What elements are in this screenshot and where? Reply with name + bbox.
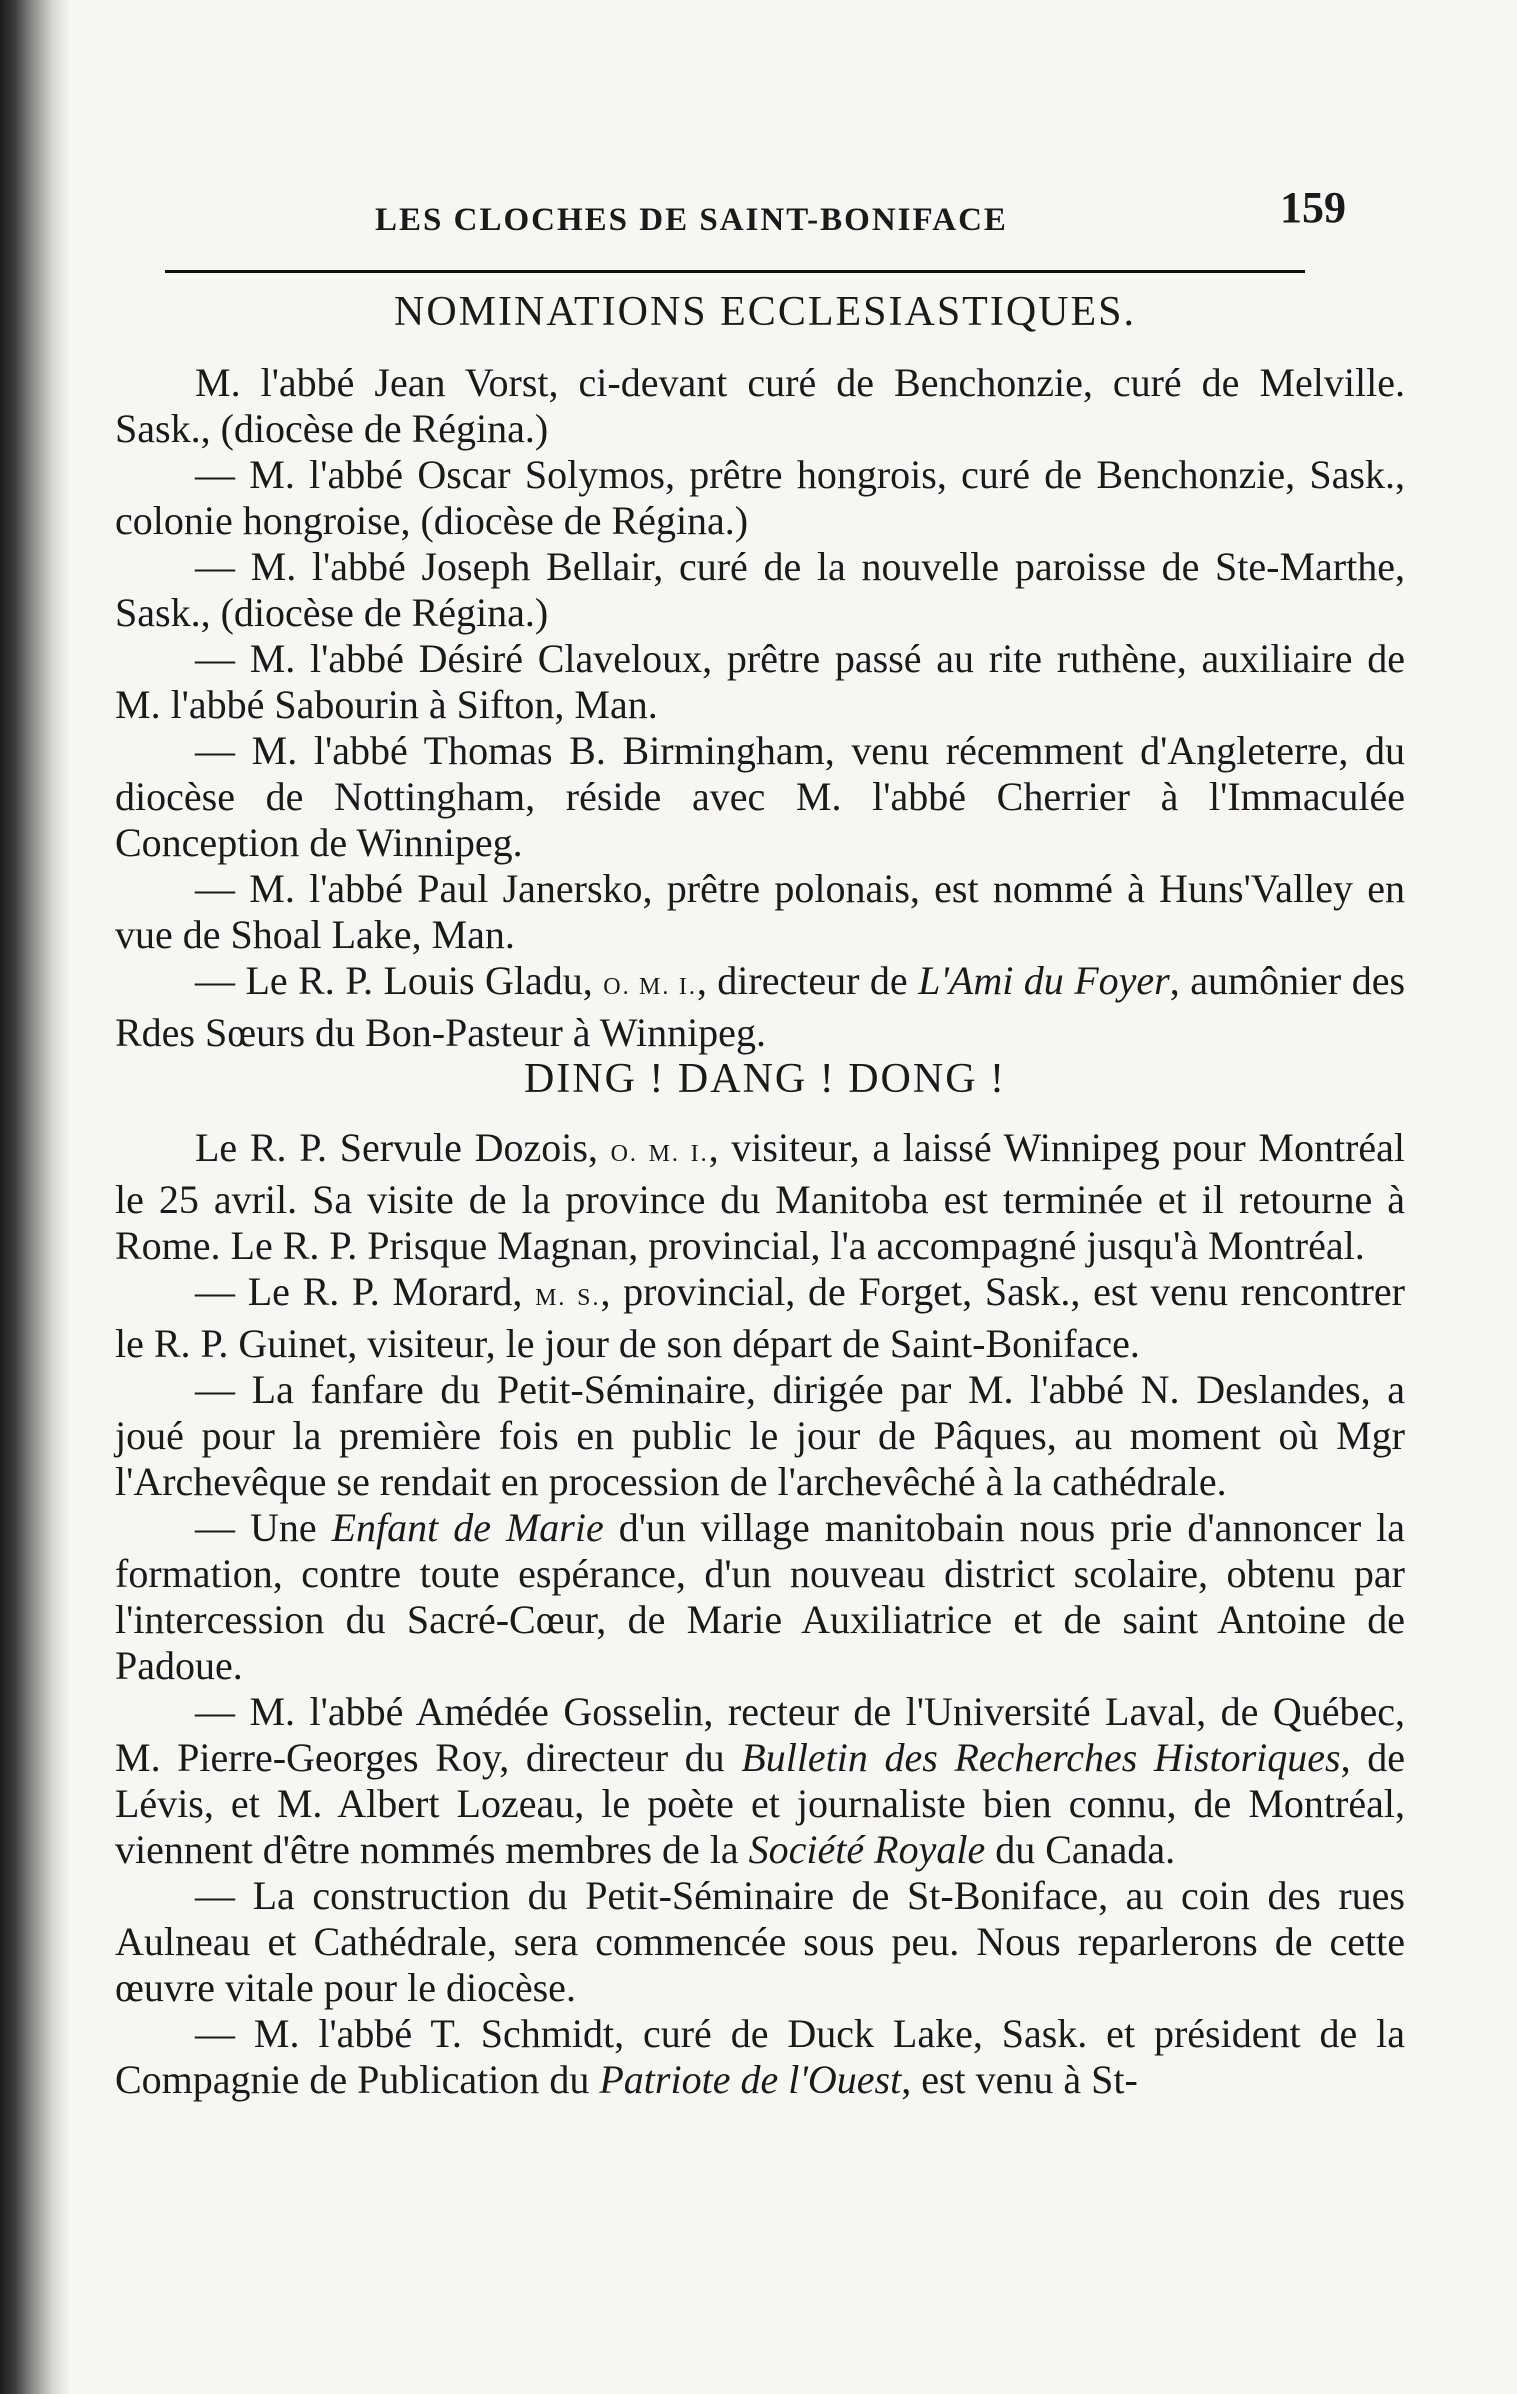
text: Le R. P. Servule Dozois, (195, 1125, 611, 1170)
text: , est venu à St- (901, 2057, 1138, 2102)
text: — Le R. P. Morard, (195, 1269, 536, 1314)
paragraph: — M. l'abbé Désiré Claveloux, prêtre passé au rite ruthène, auxiliaire de M. l'abbé Sabourin à Sifton, Man. (115, 636, 1405, 727)
order-abbrev: O. M. I. (610, 1141, 709, 1167)
header-rule (165, 270, 1305, 273)
italic-text: Enfant de Marie (331, 1505, 604, 1550)
text: , directeur de (696, 958, 919, 1003)
paragraph (115, 958, 1405, 1056)
text: , provincial, de Forget, Sask., est venu rencontrer le R. P. Guinet, visiteur, le jour de son départ de Saint-Boniface. (115, 1269, 1405, 1366)
paragraph: — La fanfare du Petit-Séminaire, dirigée par M. l'abbé N. Deslandes, a joué pour la première fois en public le jour de Pâques, au moment où Mgr l'Archevêque se rendait en procession de l'archevêché à la cathédrale. (115, 1367, 1405, 1504)
publication-title: Bulletin des Recherches Historiques (741, 1735, 1341, 1780)
paragraph: — M. l'abbé Oscar Solymos, prêtre hongrois, curé de Benchonzie, Sask., colonie hongroise, (diocèse de Régina.) (115, 452, 1405, 543)
text: , aumônier des Rdes Sœurs du Bon-Pasteur à Winnipeg. (115, 958, 1406, 1055)
paragraph: M. l'abbé Jean Vorst, ci-devant curé de Benchonzie, curé de Melville. Sask., (diocèse de Régina.) (115, 360, 1405, 451)
text: — Une (195, 1505, 332, 1550)
publication-title: L'Ami du Foyer (918, 958, 1170, 1003)
order-abbrev: M. S. (535, 1285, 601, 1311)
section-news-body (115, 1125, 1405, 2103)
order-abbrev: O. M. I. (603, 974, 697, 1000)
publication-title: Patriote de l'Ouest (599, 2057, 902, 2102)
paragraph (115, 1269, 1405, 1367)
text: — M. l'abbé T. Schmidt, curé de Duck Lake, Sask. et président de la Compagnie de Publication du (115, 2011, 1405, 2102)
section-title-ding-dang-dong: DING ! DANG ! DONG ! (523, 1056, 1007, 1102)
text: , visiteur, a laissé Winnipeg pour Montréal le 25 avril. Sa visite de la province du Manitoba est terminée et il retourne à Rome. Le R. P. Prisque Magnan, provincial, l'a accompagné jusqu'à Montréal. (115, 1125, 1405, 1268)
section-title-nominations: NOMINATIONS ECCLESIASTIQUES. (393, 289, 1136, 335)
paragraph (115, 1125, 1405, 1269)
paragraph (115, 2011, 1405, 2103)
text: , de Lévis, et M. Albert Lozeau, le poète et journaliste bien connu, de Montréal, viennent d'être nommés membres de la (115, 1735, 1405, 1872)
paragraph: — M. l'abbé Thomas B. Birmingham, venu récemment d'Angleterre, du diocèse de Nottingham, réside avec M. l'abbé Cherrier à l'Immaculée Conception de Winnipeg. (115, 728, 1405, 865)
society-name: Société Royale (748, 1827, 986, 1872)
paragraph (115, 1689, 1405, 1873)
page-number: 159 (1280, 183, 1346, 232)
text: du Canada. (985, 1827, 1176, 1872)
text: — Le R. P. Louis Gladu, (195, 958, 604, 1003)
running-head: LES CLOCHES DE SAINT-BONIFACE (375, 202, 1008, 238)
paragraph: — M. l'abbé Paul Janersko, prêtre polonais, est nommé à Huns'Valley en vue de Shoal Lake, Man. (115, 866, 1405, 957)
paragraph: — M. l'abbé Joseph Bellair, curé de la nouvelle paroisse de Ste-Marthe, Sask., (diocèse de Régina.) (115, 544, 1405, 635)
page (105, 170, 1425, 2350)
text: — M. l'abbé Amédée Gosselin, recteur de l'Université Laval, de Québec, M. Pierre-Georges Roy, directeur du (115, 1689, 1405, 1780)
paragraph: — La construction du Petit-Séminaire de St-Boniface, au coin des rues Aulneau et Cathédrale, sera commencée sous peu. Nous reparlerons de cette œuvre vitale pour le diocèse. (115, 1873, 1405, 2010)
section-nominations-body (115, 360, 1405, 1056)
paragraph (115, 1505, 1405, 1689)
text: d'un village manitobain nous prie d'annoncer la formation, contre toute espérance, d'un nouveau district scolaire, obtenu par l'intercession du Sacré-Cœur, de Marie Auxiliatrice et de saint Antoine de Padoue. (115, 1505, 1406, 1688)
binding-shadow (0, 0, 70, 2394)
